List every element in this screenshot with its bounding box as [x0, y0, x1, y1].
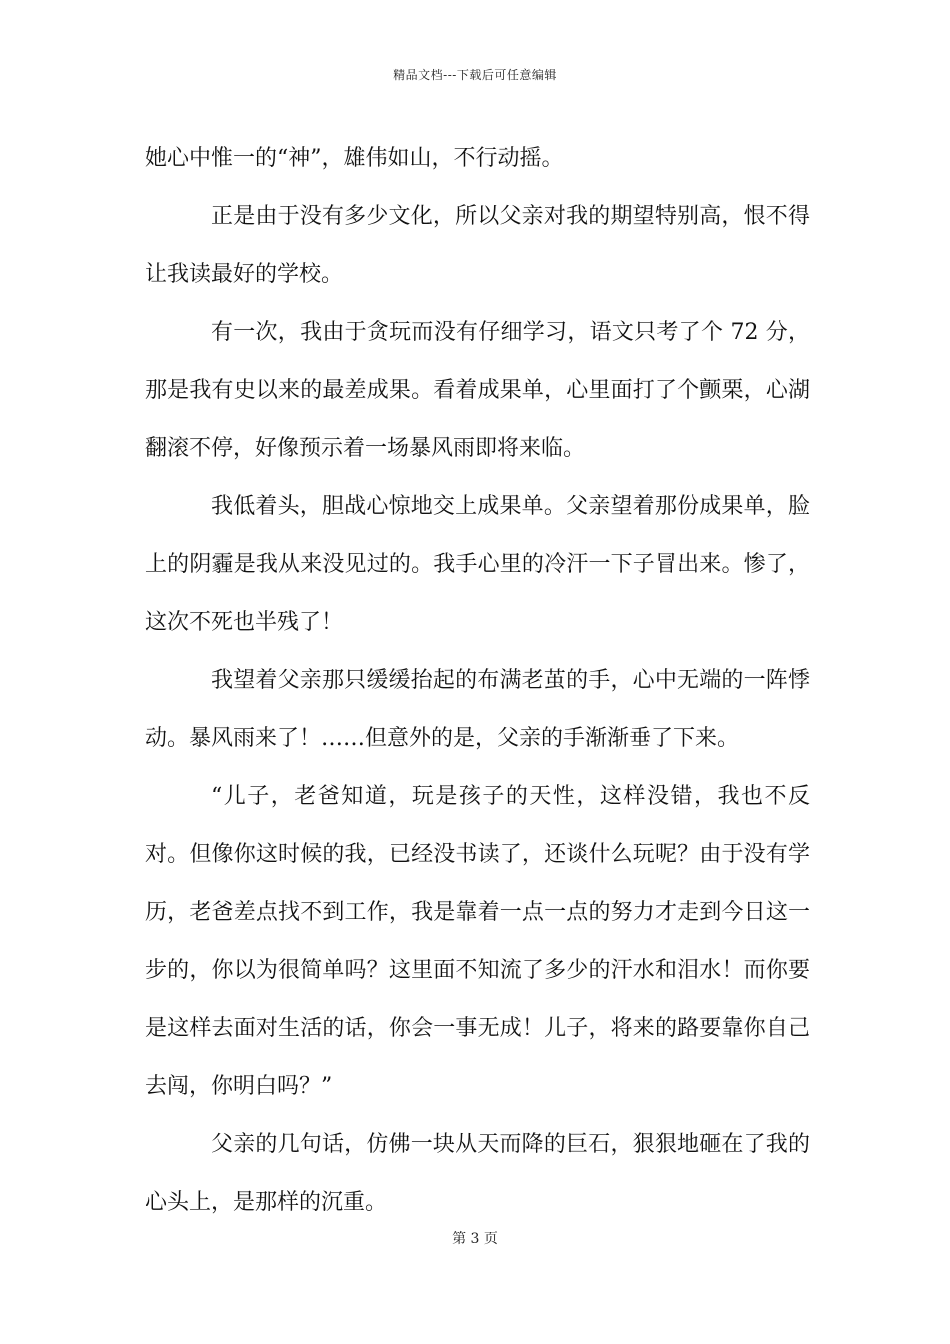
paragraph-2: 正是由于没有多少文化，所以父亲对我的期望特别高，恨不得让我读最好的学校。: [145, 204, 810, 287]
paragraph-1: 她心中惟一的“神”，雄伟如山，不行动摇。: [145, 146, 564, 171]
page-number: 第 3 页: [452, 1231, 498, 1247]
paragraph-5: 我望着父亲那只缓缓抬起的布满老茧的手，心中无端的一阵悸动。暴风雨来了！……但意外的是，父亲的手渐渐垂了下来。: [145, 668, 810, 751]
paragraph-4: 我低着头，胆战心惊地交上成果单。父亲望着那份成果单，脸上的阴霾是我从来没见过的。我手心里的冷汗一下子冒出来。惨了，这次不死也半残了！: [145, 494, 810, 635]
paragraph-3: 有一次，我由于贪玩而没有仔细学习，语文只考了个 72 分，那是我有史以来的最差成果。看着成果单，心里面打了个颤栗，心湖翻滚不停，好像预示着一场暴风雨即将来临。: [145, 320, 810, 461]
body-text: [145, 130, 810, 1232]
page-header: 精品文档---下载后可任意编辑: [393, 68, 557, 82]
paragraph-7: 父亲的几句话，仿佛一块从天而降的巨石，狠狠地砸在了我的心头上，是那样的沉重。: [145, 1132, 810, 1215]
paragraph-6: “儿子，老爸知道，玩是孩子的天性，这样没错，我也不反对。但像你这时候的我，已经没书读了，还谈什么玩呢？由于没有学历，老爸差点找不到工作，我是靠着一点一点的努力才走到今日这一步的，你以为很简单吗？这里面不知流了多少的汗水和泪水！而你要是这样去面对生活的话，你会一事无成！儿子，将来的路要靠你自己去闯，你明白吗？”: [145, 784, 810, 1099]
